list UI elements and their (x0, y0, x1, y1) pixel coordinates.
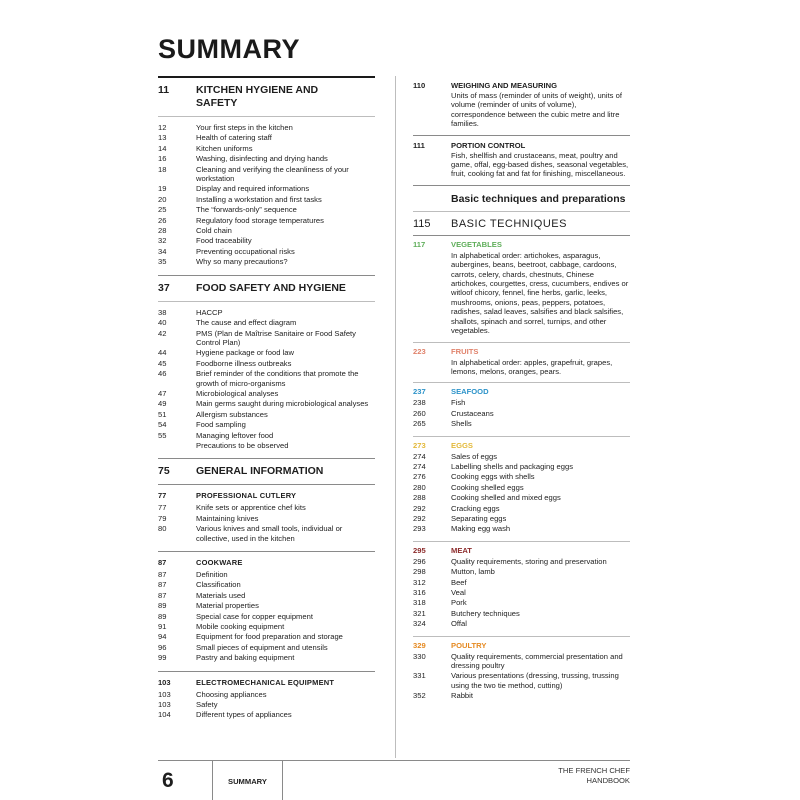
toc-entry[interactable] (413, 609, 630, 618)
entry-text: Pork (451, 598, 467, 608)
entry-list (158, 567, 375, 671)
toc-entry[interactable] (413, 419, 630, 428)
entry-page: 292 (413, 513, 426, 523)
category-page-number: 117 (413, 239, 426, 249)
subsection-header[interactable] (158, 672, 375, 687)
section-page-number: 115 (413, 217, 431, 230)
subsection-title: ELECTROMECHANICAL EQUIPMENT (196, 677, 335, 687)
toc-entry[interactable] (413, 598, 630, 607)
entry-page: 260 (413, 408, 426, 418)
entry-text: Making egg wash (451, 524, 511, 534)
toc-entry[interactable] (158, 570, 375, 579)
entry-page: 238 (413, 398, 426, 408)
entry-page: 20 (158, 194, 167, 204)
entry-text: Managing leftover food (196, 430, 274, 440)
toc-entry[interactable] (158, 643, 375, 652)
entry-text: Foodborne illness outbreaks (196, 358, 292, 368)
section-page-number: 11 (158, 84, 170, 96)
entry-page: 324 (413, 619, 426, 629)
toc-entry[interactable] (158, 514, 375, 523)
entry-page: 288 (413, 493, 426, 503)
toc-entry[interactable] (413, 483, 630, 492)
category-description: In alphabetical order: apples, grapefruit, grapes, lemons, melons, oranges, pears. (451, 357, 613, 376)
section-kitchen-hygiene (158, 76, 375, 275)
toc-entry[interactable] (158, 154, 375, 163)
toc-entry[interactable] (158, 399, 375, 408)
toc-entry[interactable] (158, 216, 375, 225)
toc-entry[interactable] (158, 591, 375, 600)
entry-text: Why so many precautions? (196, 257, 288, 267)
entry-text: Mobile cooking equipment (196, 622, 285, 632)
entry-text: Cold chain (196, 226, 232, 236)
toc-entry[interactable] (413, 567, 630, 576)
section-title: KITCHEN HYGIENE AND SAFETY (196, 84, 319, 109)
toc-entry[interactable] (158, 257, 375, 266)
category-header[interactable] (413, 387, 630, 396)
entry-page: 104 (158, 710, 171, 720)
toc-entry[interactable] (158, 359, 375, 368)
toc-entry[interactable] (413, 514, 630, 523)
entry-text: Crustaceans (451, 408, 494, 418)
subsection-page-number: 87 (158, 558, 167, 567)
subsection-description: Units of mass (reminder of units of weight), units of volume (reminder of units of volume), correspondence between the cubic metre and litre families. (451, 91, 622, 129)
entry-page: 352 (413, 691, 426, 701)
entry-page: 316 (413, 588, 426, 597)
section-header[interactable] (158, 459, 375, 484)
entry-page: 77 (158, 503, 167, 513)
entry-page: 19 (158, 184, 167, 194)
entry-text: Rabbit (451, 691, 473, 701)
entry-text: Brief reminder of the conditions that promote the growth of micro-organisms (196, 369, 359, 388)
entry-text: Microbiological analyses (196, 388, 279, 398)
section-general-information (158, 458, 375, 484)
toc-entry[interactable] (413, 409, 630, 418)
subsection-header[interactable] (413, 81, 630, 90)
entry-text: Beef (451, 577, 467, 587)
category-title: VEGETABLES (451, 239, 502, 249)
entry-page: 80 (158, 524, 167, 534)
entry-text: Cooking shelled and mixed eggs (451, 493, 561, 503)
entry-text: Main germs saught during microbiological analyses (196, 399, 369, 409)
toc-entry[interactable] (158, 236, 375, 245)
entry-text: Material properties (196, 601, 259, 611)
entry-text: Materials used (196, 590, 246, 600)
category-header[interactable] (413, 441, 630, 450)
category-meat (413, 541, 630, 636)
toc-entry[interactable] (158, 653, 375, 662)
entry-text: Cooking shelled eggs (451, 482, 524, 492)
toc-entry[interactable] (413, 671, 630, 690)
entry-page: 14 (158, 143, 167, 153)
section-food-safety (158, 275, 375, 459)
footer-rule (158, 760, 630, 761)
entry-page: 51 (158, 409, 167, 419)
entry-text: Sales of eggs (451, 451, 498, 461)
toc-entry[interactable] (158, 318, 375, 327)
right-column (413, 76, 630, 708)
entry-page: 312 (413, 577, 426, 587)
entry-text: Equipment for food preparation and storage (196, 632, 343, 642)
toc-entry[interactable] (158, 165, 375, 184)
toc-entry[interactable] (158, 622, 375, 631)
entry-page: 42 (158, 328, 167, 338)
entry-text: Cooking eggs with shells (451, 472, 535, 482)
subsection-page-number: 111 (413, 140, 425, 150)
entry-text: Classification (196, 580, 241, 590)
category-page-number: 273 (413, 440, 426, 450)
subsection-electromechanical (158, 671, 375, 728)
entry-text: Mutton, lamb (451, 567, 495, 577)
subsection-description: Fish, shellfish and crustaceans, meat, poultry and game, offal, egg-based dishes, seasonal vegetables, fruit, cooking fat and fat for finishing, miscellaneous. (451, 150, 629, 179)
footer-separator (282, 760, 283, 800)
category-page-number: 329 (413, 640, 426, 650)
toc-entry[interactable] (158, 700, 375, 709)
toc-entry[interactable] (158, 389, 375, 398)
entry-text: The cause and effect diagram (196, 318, 297, 328)
entry-text: Maintaining knives (196, 513, 259, 523)
column-divider (395, 76, 396, 758)
toc-entry[interactable] (158, 441, 375, 450)
toc-entry[interactable] (158, 601, 375, 610)
entry-text: Your first steps in the kitchen (196, 123, 293, 132)
category-poultry (413, 636, 630, 708)
toc-entry[interactable] (158, 133, 375, 142)
entry-text: Quality requirements, storing and preservation (451, 556, 607, 566)
subsection-title: COOKWARE (196, 558, 243, 567)
entry-text: Installing a workstation and first tasks (196, 194, 322, 204)
entry-page: 34 (158, 246, 167, 256)
toc-entry[interactable] (158, 503, 375, 512)
entry-page: 91 (158, 622, 167, 632)
entry-page: 46 (158, 369, 167, 379)
category-seafood (413, 382, 630, 435)
section-page-number: 37 (158, 281, 170, 294)
entry-text: Knife sets or apprentice chef kits (196, 503, 306, 513)
footer-book-line: THE FRENCH CHEF (558, 766, 630, 775)
toc-entry[interactable] (158, 410, 375, 419)
entry-page: 103 (158, 689, 171, 699)
toc-entry[interactable] (158, 369, 375, 388)
toc-entry[interactable] (158, 580, 375, 589)
toc-entry[interactable] (158, 184, 375, 193)
toc-entry[interactable] (158, 431, 375, 440)
entry-page: 16 (158, 154, 167, 164)
section-portion-control (413, 135, 630, 185)
entry-text: Display and required informations (196, 184, 310, 194)
entry-page: 79 (158, 513, 167, 523)
category-header[interactable] (413, 347, 630, 356)
section-weighing (413, 76, 630, 135)
toc-entry[interactable] (413, 493, 630, 502)
subsection-title: WEIGHING AND MEASURING (451, 81, 558, 90)
subsection-cookware (158, 551, 375, 671)
toc-entry[interactable] (413, 557, 630, 566)
entry-page: 96 (158, 642, 167, 652)
entry-text: Shells (451, 419, 472, 429)
entry-list (158, 301, 375, 459)
entry-page: 26 (158, 215, 167, 225)
entry-text: Butchery techniques (451, 608, 520, 618)
entry-page: 331 (413, 671, 426, 681)
toc-entry[interactable] (413, 652, 630, 671)
entry-text: Different types of appliances (196, 710, 292, 720)
section-title: GENERAL INFORMATION (196, 465, 324, 478)
entry-page: 13 (158, 133, 167, 143)
entry-text: Allergism substances (196, 409, 268, 419)
toc-entry[interactable] (413, 524, 630, 533)
entry-page: 280 (413, 482, 426, 492)
entry-page: 47 (158, 388, 167, 398)
toc-entry[interactable] (158, 524, 375, 543)
toc-entry[interactable] (413, 504, 630, 513)
entry-page: 99 (158, 653, 167, 663)
toc-entry[interactable] (158, 710, 375, 719)
entry-page: 89 (158, 611, 167, 621)
entry-page: 38 (158, 307, 167, 317)
entry-list (158, 116, 375, 275)
entry-text: Separating eggs (451, 513, 507, 523)
toc-entry[interactable] (413, 452, 630, 461)
subsection-page-number: 103 (158, 677, 171, 687)
entry-list (158, 500, 375, 551)
entry-text: Cleaning and verifying the cleanliness of your workstation (196, 164, 349, 184)
entry-text: Pastry and baking equipment (196, 653, 295, 663)
part-heading: Basic techniques and preparations (413, 185, 630, 211)
entry-page: 87 (158, 580, 167, 590)
left-column (158, 76, 375, 728)
entry-page: 54 (158, 420, 167, 430)
toc-entry[interactable] (158, 329, 375, 348)
toc-entry[interactable] (158, 420, 375, 429)
toc-entry[interactable] (158, 144, 375, 153)
entry-text: Health of catering staff (196, 133, 272, 143)
toc-entry[interactable] (413, 578, 630, 587)
entry-text: Regulatory food storage temperatures (196, 215, 324, 225)
entry-text: Fish (451, 398, 466, 408)
entry-text: PMS (Plan de Maîtrise Sanitaire or Food Safety Control Plan) (196, 328, 356, 347)
entry-text: Definition (196, 570, 228, 579)
page-title: SUMMARY (158, 34, 300, 64)
entry-text: Various presentations (dressing, trussing, trussing using the two tie method, cutting) (451, 671, 619, 690)
entry-text: Offal (451, 619, 467, 629)
category-title: SEAFOOD (451, 387, 489, 397)
entry-text: Choosing appliances (196, 689, 267, 699)
section-title: FOOD SAFETY AND HYGIENE (196, 281, 346, 294)
entry-page: 28 (158, 226, 167, 236)
entry-page: 40 (158, 318, 167, 328)
entry-text: The “forwards-only” sequence (196, 205, 297, 215)
entry-page: 274 (413, 461, 426, 471)
toc-entry[interactable] (158, 247, 375, 256)
entry-page: 45 (158, 358, 167, 368)
entry-text: Various knives and small tools, individual or collective, used in the kitchen (196, 524, 343, 543)
entry-page: 318 (413, 598, 426, 608)
category-title: POULTRY (451, 640, 487, 650)
footer-section-label: SUMMARY (228, 777, 267, 786)
subsection-header[interactable] (413, 141, 630, 150)
toc-entry[interactable] (158, 123, 375, 132)
entry-page: 94 (158, 632, 167, 642)
category-header[interactable] (413, 240, 630, 249)
entry-page: 12 (158, 123, 167, 132)
toc-entry[interactable] (158, 195, 375, 204)
entry-page: 18 (158, 164, 167, 174)
subsection-professional-cutlery (158, 484, 375, 551)
footer-book-title (558, 766, 630, 786)
toc-entry[interactable] (413, 462, 630, 471)
entry-page: 298 (413, 567, 426, 577)
section-page-number: 75 (158, 465, 170, 478)
subsection-header[interactable] (158, 552, 375, 567)
entry-text: Preventing occupational risks (196, 246, 295, 256)
category-header[interactable] (413, 546, 630, 555)
toc-entry[interactable] (158, 632, 375, 641)
category-vegetables (413, 236, 630, 342)
entry-text: Precautions to be observed (196, 440, 289, 450)
entry-text: Quality requirements, commercial presentation and dressing poultry (451, 651, 623, 671)
category-page-number: 223 (413, 346, 426, 356)
toc-entry[interactable] (158, 205, 375, 214)
category-title: MEAT (451, 545, 472, 555)
subsection-page-number: 110 (413, 81, 426, 90)
category-description: In alphabetical order: artichokes, asparagus, aubergines, beans, beetroot, cabbage, cardoons, carrots, celery, chards, chestnuts, Chinese artichokes, courgettes, cress, cucumbers, endives or witloof chicory, fennel, fine herbs, garlic, leeks, mushrooms, onions, peas, peppers, potatoes, radishes, salad leaves, salsifies and black salsifies, shallots, spinach and sorrel, turnips, and other vegetables. (451, 250, 629, 336)
subsection-header[interactable] (158, 485, 375, 500)
entry-text: Washing, disinfecting and drying hands (196, 154, 328, 164)
entry-page: 330 (413, 651, 426, 661)
toc-entry[interactable] (413, 619, 630, 628)
section-header[interactable] (158, 78, 375, 110)
toc-entry[interactable] (158, 612, 375, 621)
entry-page: 274 (413, 451, 426, 461)
entry-page: 55 (158, 430, 167, 440)
toc-entry[interactable] (158, 308, 375, 317)
entry-page: 89 (158, 601, 167, 611)
entry-page: 292 (413, 503, 426, 513)
entry-text: Kitchen uniforms (196, 143, 253, 153)
entry-text: Special case for copper equipment (196, 611, 313, 621)
toc-entry[interactable] (413, 691, 630, 700)
toc-entry[interactable] (158, 348, 375, 357)
category-page-number: 295 (413, 545, 426, 555)
entry-text: Safety (196, 700, 218, 710)
entry-page: 293 (413, 524, 426, 534)
entry-text: Cracking eggs (451, 503, 500, 513)
footer-page-number: 6 (162, 769, 174, 792)
entry-text: HACCP (196, 307, 223, 317)
entry-list (158, 687, 375, 728)
entry-page: 44 (158, 348, 167, 358)
toc-entry[interactable] (158, 690, 375, 699)
entry-text: Small pieces of equipment and utensils (196, 642, 328, 652)
category-fruits (413, 342, 630, 383)
entry-page: 32 (158, 236, 167, 246)
subsection-title: PROFESSIONAL CUTLERY (196, 491, 297, 501)
entry-page: 296 (413, 556, 426, 566)
entry-text: Labelling shells and packaging eggs (451, 461, 574, 471)
entry-page: 276 (413, 472, 426, 482)
subsection-title: PORTION CONTROL (451, 140, 526, 150)
toc-entry[interactable] (413, 588, 630, 597)
entry-page: 49 (158, 399, 167, 409)
entry-text: Veal (451, 588, 466, 597)
footer-book-line: HANDBOOK (586, 776, 630, 785)
toc-entry[interactable] (158, 226, 375, 235)
entry-page: 103 (158, 700, 171, 710)
entry-page: 87 (158, 570, 167, 579)
section-header[interactable] (158, 276, 375, 295)
subsection-page-number: 77 (158, 491, 167, 501)
footer-separator (212, 760, 213, 800)
category-title: EGGS (451, 440, 473, 450)
category-header[interactable] (413, 641, 630, 650)
toc-entry[interactable] (413, 398, 630, 407)
section-title: BASIC TECHNIQUES (451, 217, 567, 230)
category-title: FRUITS (451, 346, 479, 356)
entry-text: Food sampling (196, 420, 246, 430)
entry-page: 25 (158, 205, 167, 215)
entry-page: 265 (413, 419, 426, 429)
entry-page: 87 (158, 590, 167, 600)
toc-entry[interactable] (413, 472, 630, 481)
entry-text: Hygiene package or food law (196, 348, 294, 358)
entry-page: 35 (158, 257, 167, 267)
category-eggs (413, 436, 630, 541)
entry-text: Food traceability (196, 236, 252, 246)
entry-page: 321 (413, 608, 426, 618)
section-basic-techniques[interactable] (413, 211, 630, 236)
category-page-number: 237 (413, 387, 426, 397)
